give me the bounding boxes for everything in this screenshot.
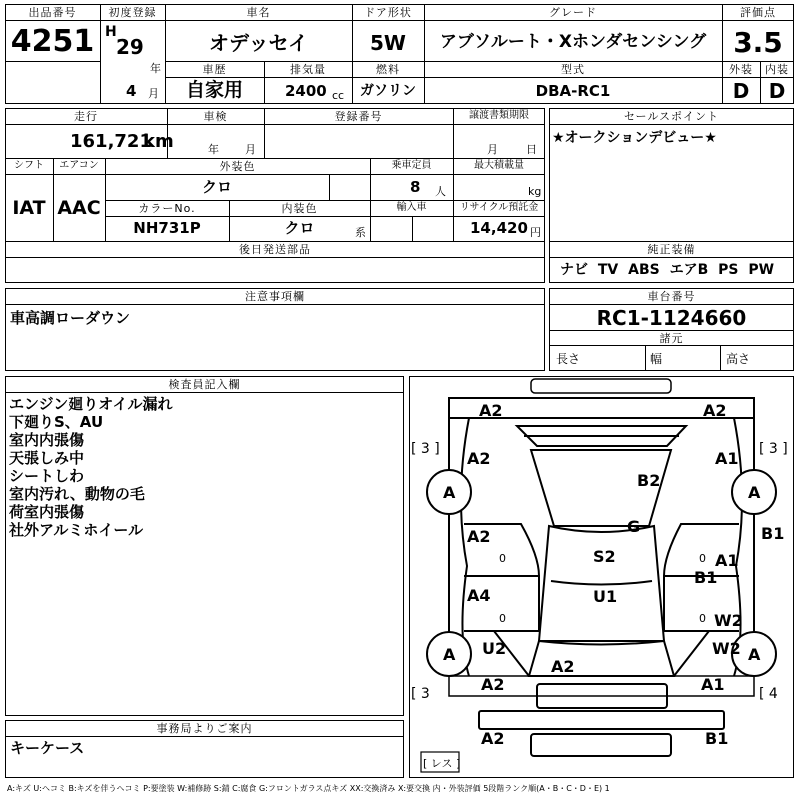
door-mark: 0 <box>499 612 506 625</box>
specs-width: 幅 <box>650 352 663 366</box>
inspection-year-unit: 年 <box>208 143 219 156</box>
damage-tag: A2 <box>481 675 505 694</box>
damage-tag: G <box>627 517 641 536</box>
import-label: 輸入車 <box>396 202 427 213</box>
inspector-line: 室内汚れ、動物の毛 <box>9 485 145 503</box>
equipment-text: ナビ TV ABS エアB PS PW <box>560 262 775 278</box>
damage-tag: U1 <box>593 587 618 606</box>
first-reg-year-unit: 年 <box>150 62 161 75</box>
grade-value: アブソルート・Xホンダセンシング <box>439 32 707 52</box>
wheel-letter: A <box>748 645 761 664</box>
office-text: キーケース <box>10 739 85 757</box>
first-reg-label: 初度登録 <box>108 6 157 19</box>
rating-value: 3.5 <box>733 26 783 59</box>
model-type-label: 型式 <box>561 63 585 76</box>
damage-tag: B2 <box>637 471 661 490</box>
interior-value: D <box>768 79 786 103</box>
damage-tag: A2 <box>481 729 505 748</box>
inspector-line: エンジン廻りオイル漏れ <box>9 395 173 413</box>
color-label: 外装色 <box>219 160 256 173</box>
damage-tag: B1 <box>694 568 718 587</box>
aircon-value: AAC <box>57 197 101 219</box>
door-label: ドア形状 <box>364 6 412 19</box>
transfer-month-unit: 月 <box>487 143 498 156</box>
color-no-label: カラーNo. <box>138 202 196 215</box>
damage-tag: W2 <box>712 639 741 658</box>
rating-label: 評価点 <box>740 6 776 19</box>
inspector-line: 下廻りS、AU <box>9 413 104 431</box>
legend-text: A:キズ U:ヘコミ B:キズを伴うヘコミ P:要塗装 W:補修跡 S:錆 C:腐食 G:フロントガラス点キズ XX:交換済み X:要交換 内・外装評価 5段階ランク順(A・B・C・D・E) 1 <box>7 784 610 793</box>
car-diagram <box>409 376 794 778</box>
equipment-label: 純正装備 <box>647 243 696 256</box>
parts-later-label: 後日発送部品 <box>239 243 311 256</box>
inspector-line: 社外アルミホイール <box>9 521 144 539</box>
recycle-label: リサイクル預託金 <box>459 202 539 213</box>
inspector-line: 室内内張傷 <box>9 431 85 449</box>
interior-label: 内装 <box>765 63 789 76</box>
corner-number: [ 3 <box>411 686 430 702</box>
inspector-line: シートしわ <box>9 467 85 485</box>
mileage-unit: km <box>143 131 174 152</box>
specs-length: 長さ <box>556 352 581 366</box>
fuel-value: ガソリン <box>360 83 416 99</box>
capacity-value: 8 <box>410 178 421 196</box>
damage-tag: A2 <box>551 657 575 676</box>
damage-tag: A4 <box>467 586 491 605</box>
interior-color-suffix: 系 <box>355 226 366 239</box>
mileage-value: 161,721 <box>70 131 152 152</box>
damage-tag: W2 <box>714 611 743 630</box>
damage-tag: S2 <box>593 547 616 566</box>
displacement-label: 排気量 <box>290 63 326 76</box>
inspector-label: 検査員記入欄 <box>168 378 241 391</box>
inspector-line: 荷室内張傷 <box>9 503 85 521</box>
damage-tag: A2 <box>479 401 503 420</box>
displacement-unit: cc <box>332 89 345 102</box>
transfer-deadline-label: 譲渡書類期限 <box>469 110 529 121</box>
door-mark: 0 <box>699 552 706 565</box>
lot-no-label: 出品番号 <box>28 6 77 19</box>
chassis-label: 車台番号 <box>647 290 696 303</box>
notes-label: 注意事項欄 <box>245 290 305 303</box>
sales-point-label: セールスポイント <box>623 110 719 123</box>
spare-label: [ レス ] <box>423 757 461 770</box>
specs-label: 諸元 <box>659 332 684 345</box>
history-value: 自家用 <box>185 79 243 101</box>
damage-tag: B1 <box>761 524 785 543</box>
max-load-label: 最大積載量 <box>474 160 524 171</box>
interior-color-label: 内装色 <box>281 202 318 215</box>
corner-number: [ 3 ] <box>759 441 788 457</box>
aircon-label: エアコン <box>59 160 99 171</box>
wheel-letter: A <box>748 483 761 502</box>
model-type-value: DBA-RC1 <box>535 82 611 100</box>
door-mark: 0 <box>499 552 506 565</box>
door-value: 5W <box>370 31 406 55</box>
damage-tag: A1 <box>715 449 739 468</box>
shift-value: IAT <box>12 197 46 219</box>
exterior-label: 外装 <box>729 63 753 76</box>
max-load-unit: kg <box>528 185 542 198</box>
first-reg-month-unit: 月 <box>148 87 159 100</box>
damage-tag: A1 <box>701 675 725 694</box>
damage-tag: U2 <box>482 639 507 658</box>
capacity-unit: 人 <box>435 185 446 198</box>
fuel-label: 燃料 <box>376 63 400 76</box>
lot-no-value: 4251 <box>10 24 95 59</box>
shift-label: シフト <box>14 160 44 171</box>
car-name-value: オデッセイ <box>209 31 308 55</box>
reg-no-label: 登録番号 <box>334 110 383 123</box>
corner-number: [ 3 ] <box>411 441 440 457</box>
sales-point-text: ★オークションデビュー★ <box>552 130 717 146</box>
inspection-month-unit: 月 <box>245 143 256 156</box>
notes-text: 車高調ローダウン <box>10 309 131 327</box>
transfer-day-unit: 日 <box>526 143 537 156</box>
corner-number: [ 4 <box>759 686 778 702</box>
door-mark: 0 <box>699 612 706 625</box>
damage-tag: A2 <box>467 527 491 546</box>
wheel-letter: A <box>443 645 456 664</box>
office-label: 事務局よりご案内 <box>156 722 253 735</box>
exterior-value: D <box>732 79 750 103</box>
first-reg-era: H <box>105 24 117 40</box>
damage-tag: A2 <box>703 401 727 420</box>
chassis-value: RC1-1124660 <box>596 306 747 330</box>
inspector-line: 天張しみ中 <box>9 449 85 467</box>
damage-tag: A2 <box>467 449 491 468</box>
history-label: 車歴 <box>202 63 227 76</box>
recycle-value: 14,420 <box>470 219 528 237</box>
car-name-label: 車名 <box>246 6 271 19</box>
grade-label: グレード <box>549 6 597 19</box>
first-reg-year: 29 <box>116 35 144 59</box>
wheel-letter: A <box>443 483 456 502</box>
inspector-notes <box>9 395 173 539</box>
specs-height: 高さ <box>726 352 751 366</box>
displacement-value: 2400 <box>285 82 327 100</box>
capacity-label: 乗車定員 <box>391 160 432 171</box>
color-no-value: NH731P <box>133 219 201 237</box>
color-value: クロ <box>201 178 232 196</box>
damage-tag: B1 <box>705 729 729 748</box>
inspection-label: 車検 <box>203 110 228 123</box>
mileage-label: 走行 <box>74 110 98 123</box>
interior-color-value: クロ <box>284 219 315 237</box>
first-reg-month: 4 <box>126 82 137 100</box>
recycle-unit: 円 <box>530 226 541 239</box>
damage-tag: A1 <box>715 551 739 570</box>
